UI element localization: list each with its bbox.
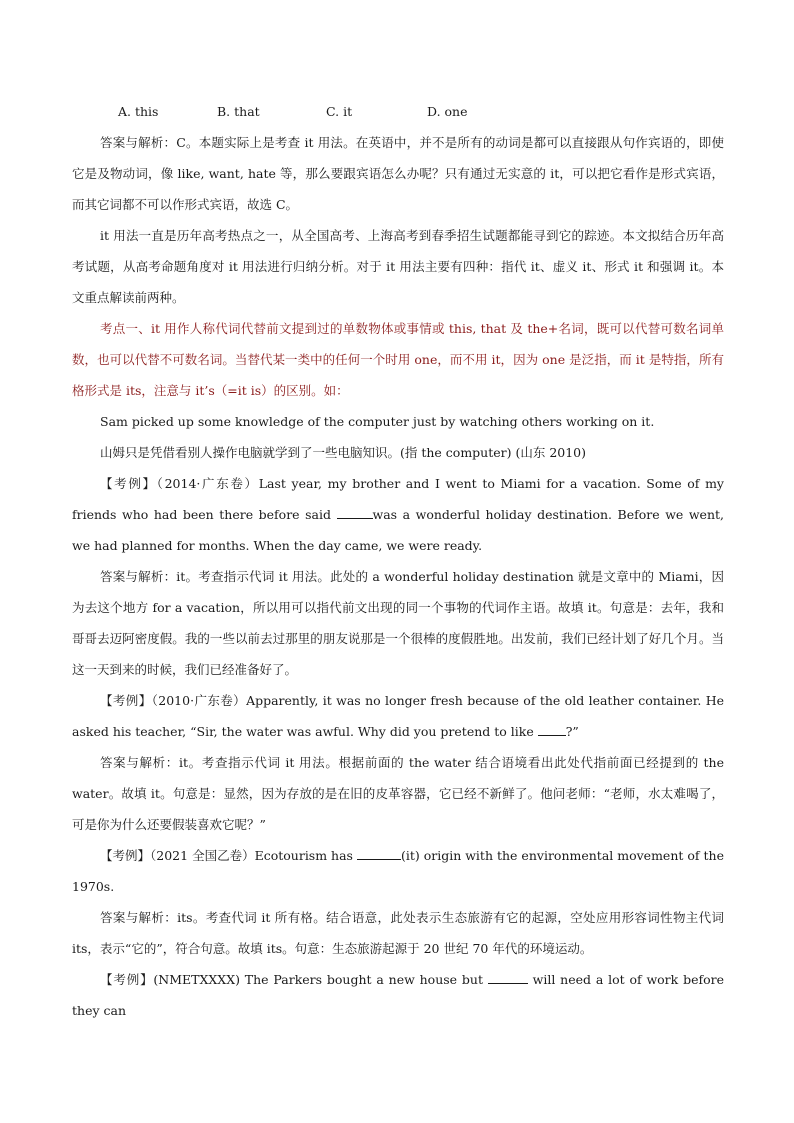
exam-example-3 — [72, 840, 724, 902]
answer-analysis-3: 答案与解析：it。考查指示代词 it 用法。根据前面的 the water 结合语境看出此处代指前面已经提到的 the water。故填 it。句意是：显然，因为存放的是在旧的皮革容器，它已经不新鲜了。他问老师：“老师，水太难喝了，可是你为什么还要假装喜欢它呢？” — [72, 755, 724, 832]
example-sentence-en: Sam picked up some knowledge of the computer just by watching others working on it. — [100, 414, 655, 429]
answer-analysis-1: 答案与解析：C。本题实际上是考查 it 用法。在英语中，并不是所有的动词是都可以直接跟从句作宾语的，即使它是及物动词，像 like, want, hate 等，那么要跟宾语怎么办呢？只有通过无实意的 it，可以把它看作是形式宾语，而其它词都不可以作形式宾语，故选 C。 — [72, 135, 724, 212]
answer-blank — [337, 506, 373, 519]
exam-example-4-text-a: 【考例】(NMETXXXX) The Parkers bought a new house but — [100, 972, 488, 987]
answer-options — [72, 96, 724, 127]
exam-example-3-text-a: 【考例】（2021 全国乙卷）Ecotourism has — [100, 848, 357, 863]
exam-example-1 — [72, 468, 724, 561]
option-a: A. this — [118, 104, 159, 119]
answer-blank — [538, 723, 566, 736]
exam-example-2-text-b: ?” — [565, 724, 579, 739]
exam-example-1-text-b: was a wonderful holiday destination. Before we went, we had planned for months. When the day came, we were ready. — [72, 507, 724, 553]
exam-example-2-text-a: 【考例】（2010·广东卷）Apparently, it was no longer fresh because of the old leather container. He asked his teacher, “Sir, the water was awful. Why did you pretend to like — [72, 693, 724, 739]
key-point-1: 考点一、it 用作人称代词代替前文提到过的单数物体或事情或 this, that 及 the+名词，既可以代替可数名词单数，也可以代替不可数名词。当替代某一类中的任何一个时用 one，而不用 it，因为 one 是泛指，而 it 是特指，所有格形式是 its，注意与 it’s（=it is）的区别。如： — [72, 321, 724, 398]
option-b: B. that — [217, 104, 260, 119]
answer-analysis-4: 答案与解析：its。考查代词 it 所有格。结合语意，此处表示生态旅游有它的起源，空处应用形容词性物主代词 its，表示“它的”，符合句意。故填 its。句意：生态旅游起源于 20 世纪 70 年代的环境运动。 — [72, 910, 724, 956]
intro-paragraph: it 用法一直是历年高考热点之一，从全国高考、上海高考到春季招生试题都能寻到它的踪迹。本文拟结合历年高考试题，从高考命题角度对 it 用法进行归纳分析。对于 it 用法主要有四种：指代 it、虚义 it、形式 it 和强调 it。本文重点解读前两种。 — [72, 228, 724, 305]
option-c: C. it — [326, 104, 353, 119]
answer-analysis-2: 答案与解析：it。考查指示代词 it 用法。此处的 a wonderful holiday destination 就是文章中的 Miami，因为去这个地方 for a vacation，所以用可以指代前文出现的同一个事物的代词作主语。故填 it。句意是：去年，我和哥哥去迈阿密度假。我的一些以前去过那里的朋友说那是一个很棒的度假胜地。出发前，我们已经计划了好几个月。当这一天到来的时候，我们已经准备好了。 — [72, 569, 724, 677]
exam-example-4-text-b: will need a lot of work before they can — [72, 972, 724, 1018]
exam-example-4 — [72, 964, 724, 1026]
example-sentence-zh: 山姆只是凭借看别人操作电脑就学到了一些电脑知识。(指 the computer) (山东 2010) — [100, 445, 587, 460]
exam-example-3-text-b: (it) origin with the environmental movement of the 1970s. — [72, 848, 724, 894]
document-page — [72, 96, 724, 1026]
answer-blank — [357, 847, 401, 860]
option-d: D. one — [427, 104, 468, 119]
exam-example-1-text-a: 【考例】（2014·广东卷）Last year, my brother and I went to Miami for a vacation. Some of my friends who had been there before said — [72, 476, 724, 522]
answer-blank — [488, 971, 528, 984]
exam-example-2 — [72, 685, 724, 747]
